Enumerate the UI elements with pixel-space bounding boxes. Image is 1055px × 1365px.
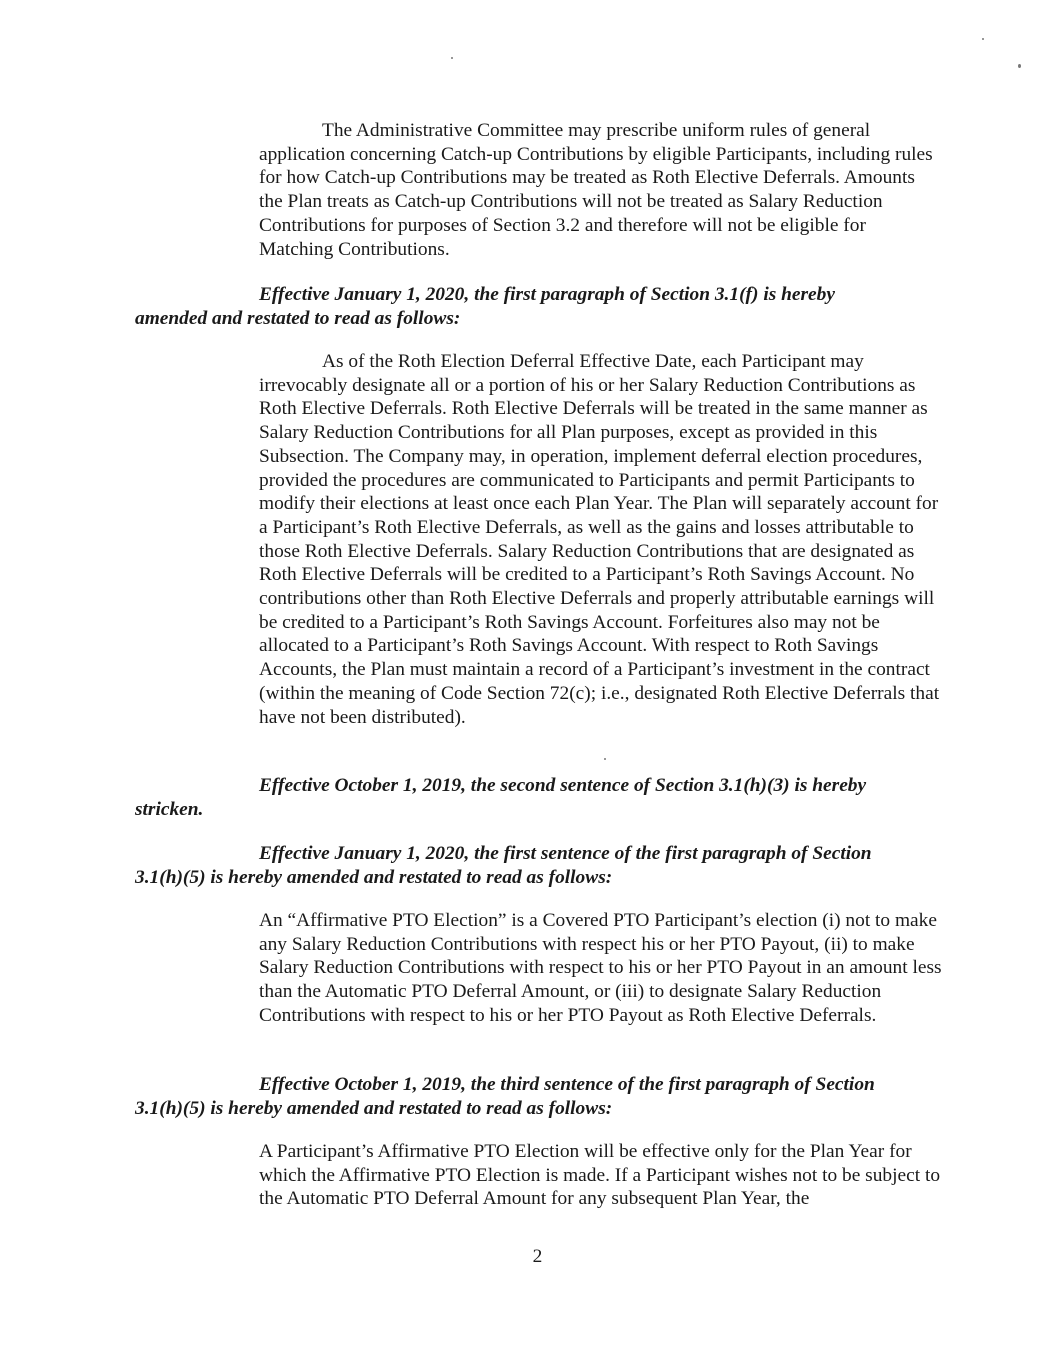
scan-speck [982,38,984,40]
amendment-heading-section-3-1-h-5-third [135,1073,925,1120]
scan-speck [604,758,606,760]
amendment-heading-section-3-1-h-5-first [135,842,925,889]
heading-line: stricken. [135,798,204,820]
amendment-heading-section-3-1-f [135,283,925,330]
amendment-heading-section-3-1-h-3 [135,774,925,821]
page-number: 2 [532,1246,543,1267]
paragraph-pto-election-effective: A Participant’s Affirmative PTO Election will be effective only for the Plan Year for which the Affirmative PTO Election is made. If a Participant wishes not to be subject to the Automatic PTO Deferral Amount for any subsequent Plan Year, the [259,1141,941,1210]
heading-line: 3.1(h)(5) is hereby amended and restated to read as follows: [135,1097,613,1119]
heading-line: 3.1(h)(5) is hereby amended and restated to read as follows: [135,866,613,888]
scan-speck [451,57,453,59]
paragraph-catch-up-rules: The Administrative Committee may prescribe uniform rules of general application concerning Catch-up Contributions by eligible Participants, including rules for how Catch-up Contributions may be treated as Roth Elective Deferrals. Amounts the Plan treats as Catch-up Contributions will not be treated as Salary Reduction Contributions for purposes of Section 3.2 and therefore will not be eligible for Matching Contributions. [259,120,933,260]
paragraph-affirmative-pto-election: An “Affirmative PTO Election” is a Covered PTO Participant’s election (i) not to make any Salary Reduction Contributions with respect his or her PTO Payout, (ii) to make Salary Reduction Contributions with respect to his or her PTO Payout in an amount less than the Automatic PTO Deferral Amount, or (iii) to designate Salary Reduction Contributions with respect to his or her PTO Payout as Roth Elective Deferrals. [259,910,942,1026]
scan-speck [1018,64,1021,68]
heading-line: Effective October 1, 2019, the third sentence of the first paragraph of Section [259,1074,875,1095]
heading-line: Effective January 1, 2020, the first sentence of the first paragraph of Section [259,843,872,864]
heading-line: amended and restated to read as follows: [135,307,461,329]
heading-line: Effective October 1, 2019, the second sentence of Section 3.1(h)(3) is hereby [259,775,867,796]
paragraph-roth-election: As of the Roth Election Deferral Effective Date, each Participant may irrevocably designate all or a portion of his or her Salary Reduction Contributions as Roth Elective Deferrals. Roth Elective Deferrals will be treated in the same manner as Salary Reduction Contributions for all Plan purposes, except as provided in this Subsection. The Company may, in operation, implement deferral election procedures, provided the procedures are communicated to Participants and permit Participants to modify their elections at least once each Plan Year. The Plan will separately account for a Participant’s Roth Elective Deferrals, as well as the gains and losses attributable to those Roth Elective Deferrals. Salary Reduction Contributions that are designated as Roth Elective Deferrals will be credited to a Participant’s Roth Savings Account. No contributions other than Roth Elective Deferrals and properly attributable earnings will be credited to a Participant’s Roth Savings Account. Forfeitures also may not be allocated to a Participant’s Roth Savings Account. With respect to Roth Savings Accounts, the Plan must maintain a record of a Participant’s investment in the contract (within the meaning of Code Section 72(c); i.e., designated Roth Elective Deferrals that have not been distributed). [259,351,940,728]
heading-line: Effective January 1, 2020, the first paragraph of Section 3.1(f) is hereby [259,284,835,305]
